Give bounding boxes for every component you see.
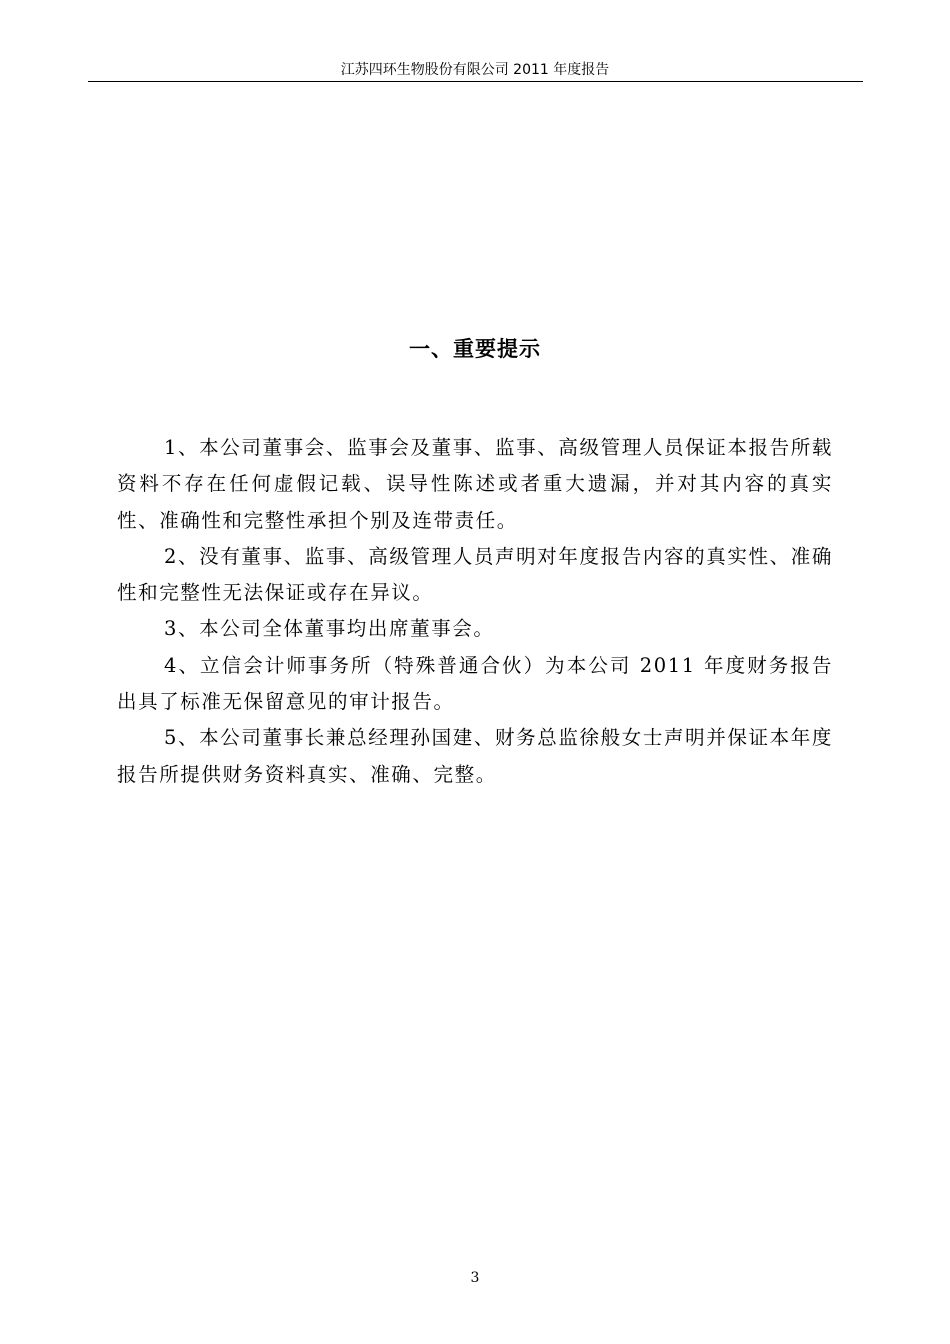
notice-item-5: 5、本公司董事长兼总经理孙国建、财务总监徐般女士声明并保证本年度报告所提供财务资料真实、准确、完整。 (117, 726, 833, 786)
page-number: 3 (470, 1270, 480, 1286)
section-title: 一、重要提示 (409, 337, 541, 361)
notice-item-2: 2、没有董事、监事、高级管理人员声明对年度报告内容的真实性、准确性和完整性无法保证或存在异议。 (117, 544, 833, 605)
notice-item-4: 4、立信会计师事务所（特殊普通合伙）为本公司 2011 年度财务报告出具了标准无保留意见的审计报告。 (117, 653, 833, 714)
header-divider (88, 81, 863, 82)
notice-item-1: 1、本公司董事会、监事会及董事、监事、高级管理人员保证本报告所载资料不存在任何虚假记载、误导性陈述或者重大遗漏，并对其内容的真实性、准确性和完整性承担个别及连带责任。 (117, 436, 833, 532)
page-header: 江苏四环生物股份有限公司 2011 年度报告 (340, 62, 610, 78)
notice-body (117, 430, 833, 793)
notice-item-3: 3、本公司全体董事均出席董事会。 (164, 617, 495, 641)
